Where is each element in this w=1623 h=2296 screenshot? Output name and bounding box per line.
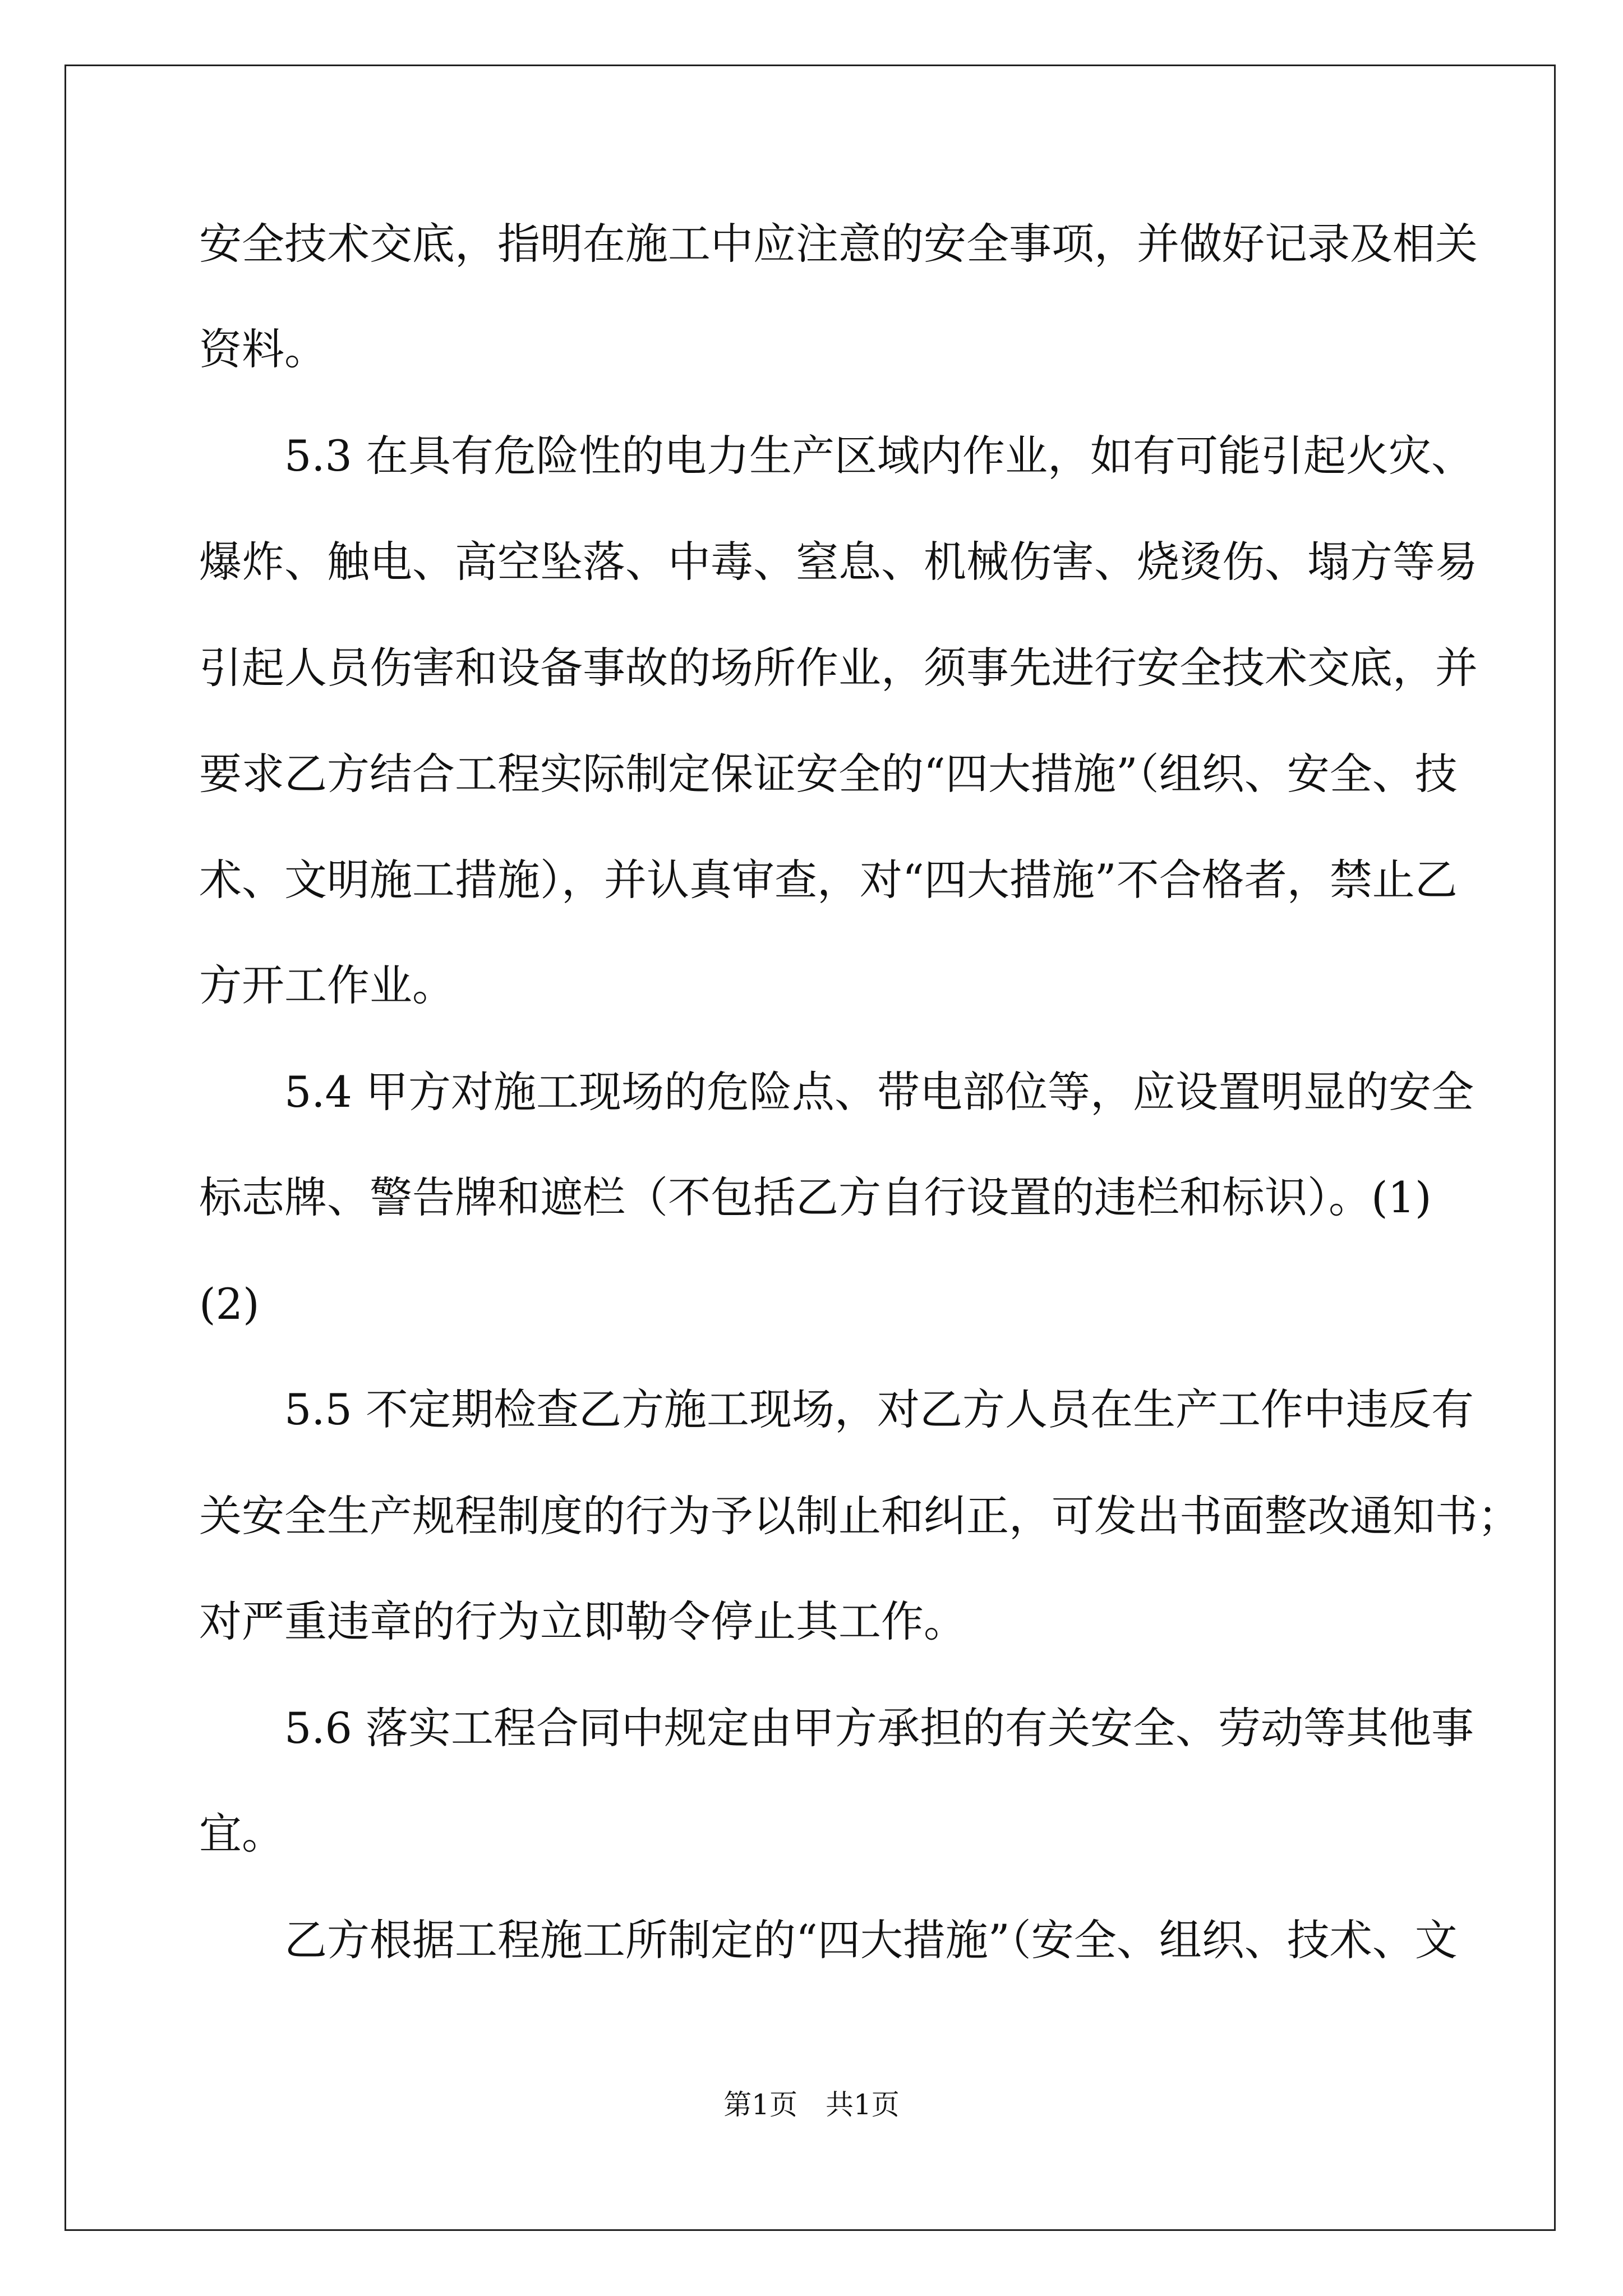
text-line: 资料。 xyxy=(199,324,327,374)
text-line: 爆炸、触电、高空坠落、中毒、窒息、机械伤害、烧烫伤、塌方等易 xyxy=(199,537,1478,587)
text-line: 引起人员伤害和设备事故的场所作业，须事先进行安全技术交底，并 xyxy=(199,643,1478,693)
text-line: 5.3 在具有危险性的电力生产区域内作业，如有可能引起火灾、 xyxy=(284,431,1474,481)
page-border xyxy=(64,65,1556,2231)
text-line: 对严重违章的行为立即勒令停止其工作。 xyxy=(199,1596,966,1646)
text-line: 乙方根据工程施工所制定的“四大措施”（安全、组织、技术、文 xyxy=(284,1915,1458,1965)
text-line: 关安全生产规程制度的行为予以制止和纠正，可发出书面整改通知书； xyxy=(199,1491,1520,1541)
text-line: 5.5 不定期检查乙方施工现场，对乙方人员在生产工作中违反有 xyxy=(284,1384,1474,1434)
page-footer: 第1页 共1页 xyxy=(723,2088,900,2121)
text-line: 宜。 xyxy=(199,1809,284,1858)
text-line: (2) xyxy=(199,1279,260,1329)
text-line: 安全技术交底，指明在施工中应注意的安全事项，并做好记录及相关 xyxy=(199,219,1478,269)
text-line: 5.6 落实工程合同中规定由甲方承担的有关安全、劳动等其他事 xyxy=(284,1703,1474,1753)
text-line: 标志牌、警告牌和遮栏（不包括乙方自行设置的违栏和标识）。(1) xyxy=(199,1172,1432,1222)
text-line: 5.4 甲方对施工现场的危险点、带电部位等，应设置明显的安全 xyxy=(284,1067,1474,1117)
text-line: 要求乙方结合工程实际制定保证安全的“四大措施”（组织、安全、技 xyxy=(199,749,1458,799)
text-line: 术、文明施工措施），并认真审查，对“四大措施”不合格者，禁止乙 xyxy=(199,855,1458,905)
text-line: 方开工作业。 xyxy=(199,960,455,1010)
